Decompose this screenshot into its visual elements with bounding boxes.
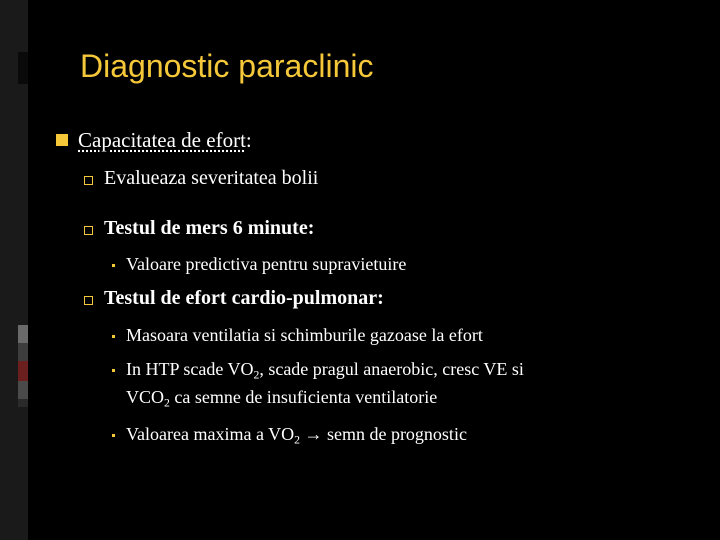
left-accent-stripe	[18, 381, 28, 399]
slide-title: Diagnostic paraclinic	[80, 48, 374, 84]
bullet-level2: Testul de mers 6 minute:	[104, 217, 315, 239]
bullet-level1-text: Capacitatea de efort	[78, 128, 246, 152]
bullet-level3: In HTP scade $VO_2$, scade pragul anaerobic, cresc VE si	[126, 359, 524, 382]
bullet-level3-continuation: $VCO_2$ ca semne de insuficienta ventilatorie	[126, 387, 438, 410]
left-accent-stripe	[18, 361, 28, 381]
dot-bullet-icon	[112, 434, 115, 437]
left-accent-stripe	[18, 325, 28, 343]
left-accent-stripe	[18, 399, 28, 407]
left-decor-block	[18, 52, 28, 84]
bullet-level3: Valoare predictiva pentru supravietuire	[126, 254, 407, 274]
hollow-square-bullet-icon	[84, 226, 93, 235]
hollow-square-bullet-icon	[84, 296, 93, 305]
bullet-level2: Evalueaza severitatea bolii	[104, 167, 319, 189]
dot-bullet-icon	[112, 335, 115, 338]
dot-bullet-icon	[112, 264, 115, 267]
dot-bullet-icon	[112, 369, 115, 372]
square-bullet-icon	[56, 134, 68, 146]
left-decor-bar	[0, 0, 28, 540]
bullet-level3: Valoarea maxima a $VO_2$ → semn de prognostic	[126, 424, 467, 447]
bullet-level1	[78, 128, 252, 153]
left-accent-stripe	[18, 343, 28, 361]
bullet-level1-suffix: :	[245, 128, 252, 152]
bullet-level3: Masoara ventilatia si schimburile gazoase la efort	[126, 325, 483, 345]
hollow-square-bullet-icon	[84, 176, 93, 185]
bullet-level2: Testul de efort cardio-pulmonar:	[104, 287, 384, 309]
